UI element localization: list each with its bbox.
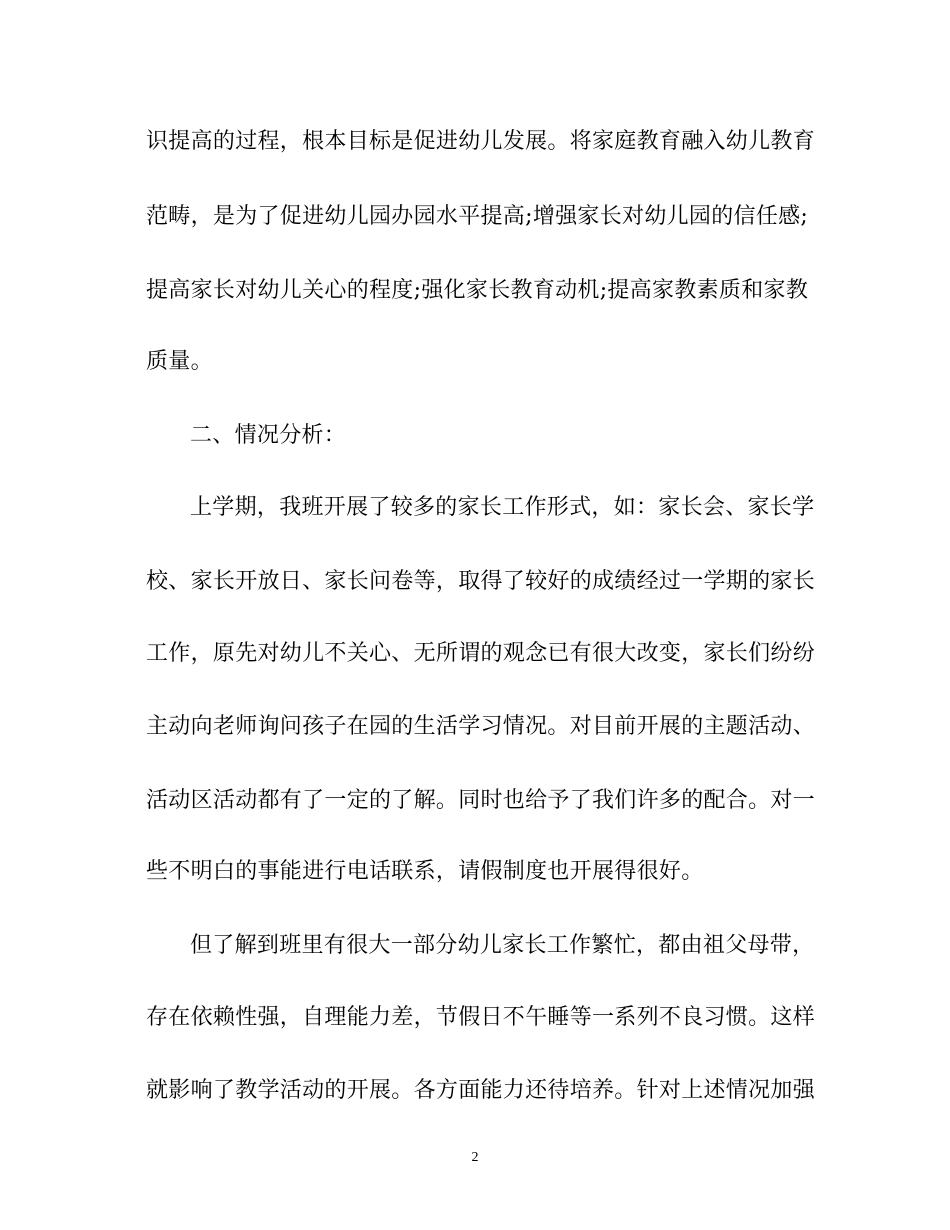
paragraph-line: 活动区活动都有了一定的了解。同时也给予了我们许多的配合。对一: [146, 788, 816, 813]
paragraph-line: 校、家长开放日、家长问卷等，取得了较好的成绩经过一学期的家长: [146, 569, 816, 594]
paragraph-line: 识提高的过程，根本目标是促进幼儿发展。将家庭教育融入幼儿教育: [146, 129, 816, 154]
paragraph-line: 些不明白的事能进行电话联系，请假制度也开展得很好。: [146, 859, 704, 884]
page-number: 2: [471, 1150, 479, 1165]
paragraph-line: 质量。: [146, 349, 213, 374]
section-heading: 二、情况分析：: [190, 423, 347, 448]
paragraph-line: 工作，原先对幼儿不关心、无所谓的观念已有很大改变，家长们纷纷: [146, 641, 816, 666]
paragraph-line: 提高家长对幼儿关心的程度;强化家长教育动机;提高家教素质和家教: [146, 278, 809, 303]
paragraph-line: 就影响了教学活动的开展。各方面能力还待培养。针对上述情况加强: [146, 1078, 816, 1103]
paragraph-line: 范畴，是为了促进幼儿园办园水平提高;增强家长对幼儿园的信任感;: [146, 204, 809, 229]
paragraph-line: 存在依赖性强，自理能力差，节假日不午睡等一系列不良习惯。这样: [146, 1005, 816, 1030]
paragraph-line: 上学期，我班开展了较多的家长工作形式，如：家长会、家长学: [190, 495, 815, 520]
paragraph-line: 主动向老师询问孩子在园的生活学习情况。对目前开展的主题活动、: [146, 714, 816, 739]
paragraph-line: 但了解到班里有很大一部分幼儿家长工作繁忙，都由祖父母带，: [190, 933, 815, 958]
